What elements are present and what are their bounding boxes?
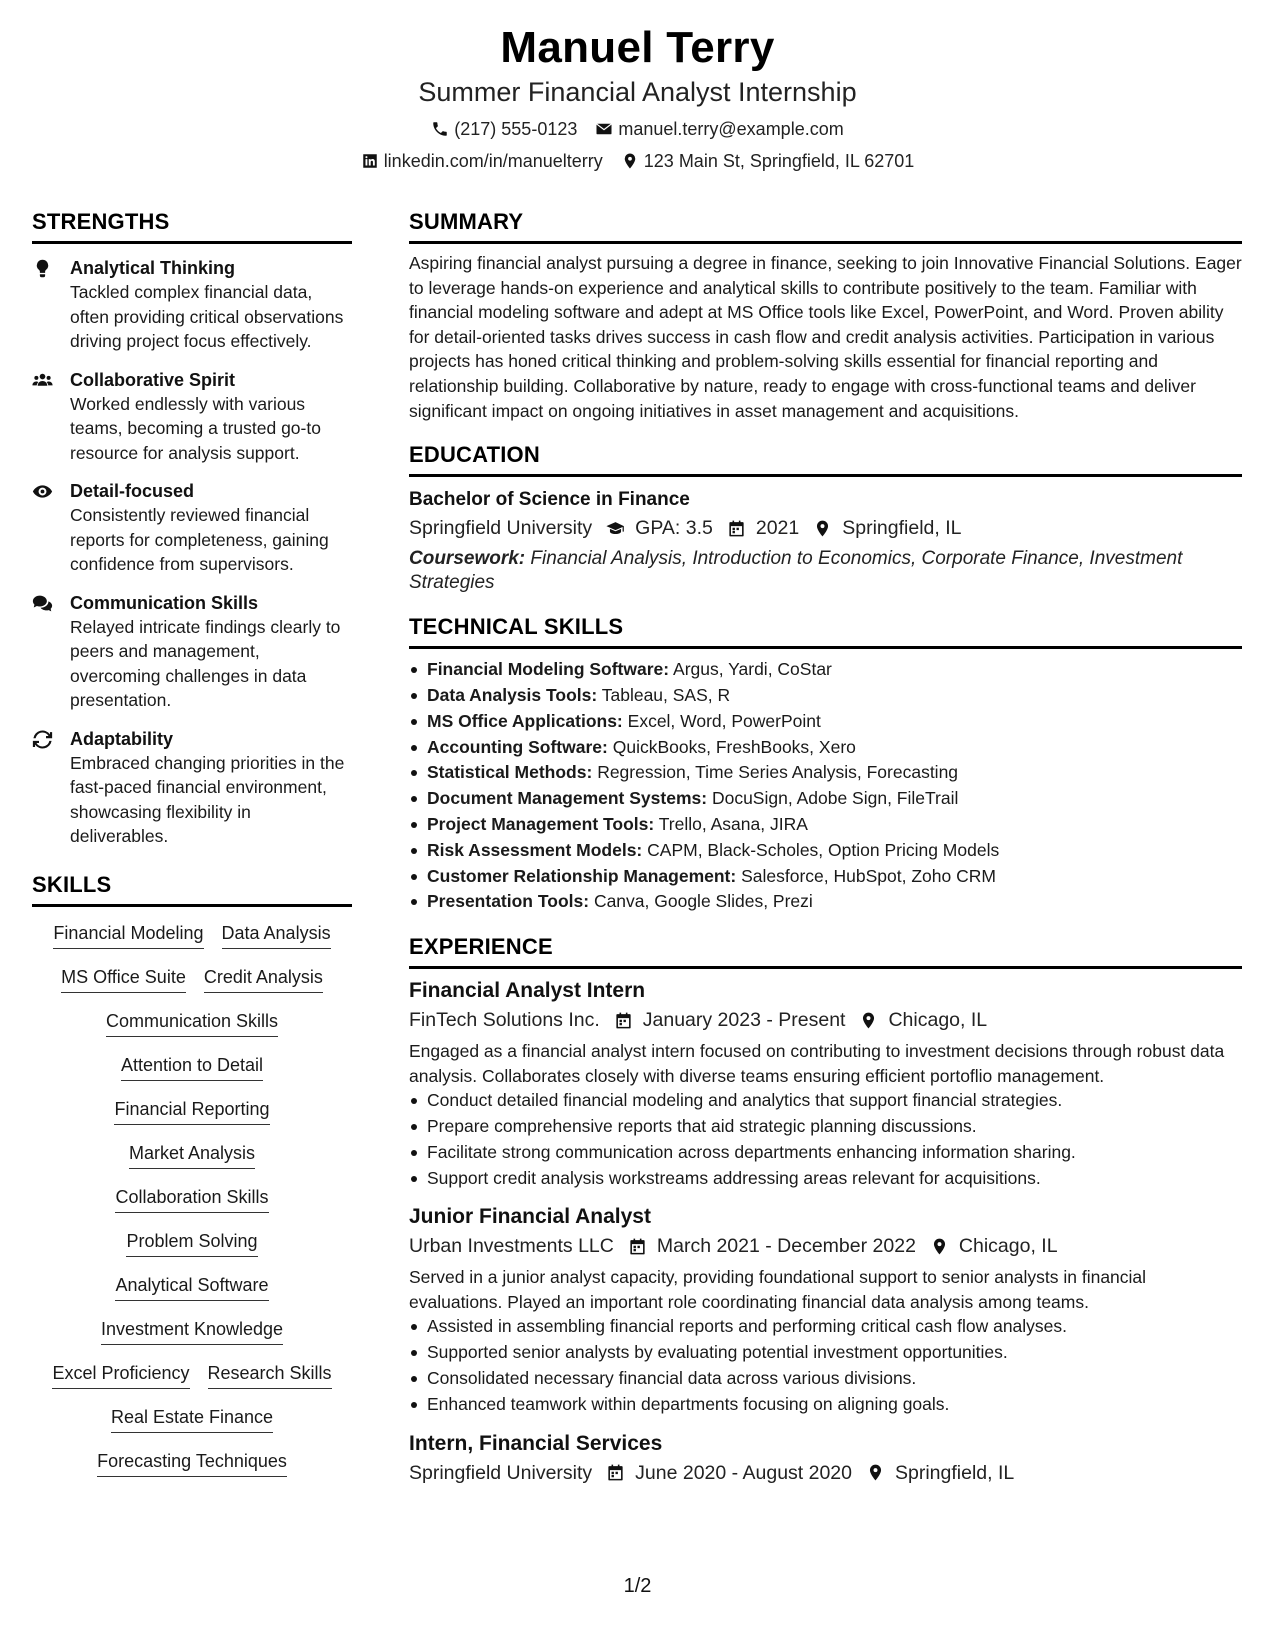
eye-icon — [32, 481, 53, 502]
skill-tag: Financial Modeling — [53, 921, 203, 949]
strength-title: Analytical Thinking — [70, 258, 236, 278]
skill-tag: Excel Proficiency — [52, 1361, 189, 1389]
list-item: Enhanced teamwork within departments focusing on aligning goals. — [409, 1392, 1242, 1418]
skill-values: Regression, Time Series Analysis, Forecasting — [597, 762, 959, 783]
list-item — [409, 838, 1242, 864]
list-item — [409, 889, 1242, 915]
job-entry — [409, 977, 1242, 1191]
job-title: Financial Analyst Intern — [409, 979, 646, 1003]
list-item — [409, 709, 1242, 735]
experience-heading: EXPERIENCE — [409, 934, 553, 960]
address-contact — [621, 149, 915, 173]
skill-values: Excel, Word, PowerPoint — [627, 710, 821, 731]
education-section — [409, 441, 1242, 595]
strengths-heading: STRENGTHS — [32, 209, 170, 234]
contact-row — [0, 117, 1275, 141]
strength-desc: Embraced changing priorities in the fast-paced financial environment, showcasing flexibility in deliverables. — [70, 752, 345, 846]
phone-icon — [431, 120, 449, 138]
job-dates: January 2023 - Present — [642, 1009, 846, 1032]
gpa-text: GPA: 3.5 — [635, 517, 713, 540]
strength-item — [32, 591, 352, 713]
strength-item — [32, 256, 352, 354]
job-title: Junior Financial Analyst — [409, 1205, 651, 1229]
coursework-list: Financial Analysis, Introduction to Economics, Corporate Finance, Investment Strategies — [409, 548, 1183, 594]
technical-skills-list — [409, 657, 1242, 915]
comments-icon — [32, 593, 53, 614]
strength-item — [32, 479, 352, 577]
map-marker-icon — [859, 1011, 878, 1030]
phone-text: (217) 555-0123 — [454, 119, 578, 139]
skill-tag: Attention to Detail — [121, 1053, 263, 1081]
skill-category: Financial Modeling Software: — [427, 659, 670, 680]
linkedin-text[interactable]: linkedin.com/in/manuelterry — [383, 151, 603, 171]
skill-values: Tableau, SAS, R — [601, 684, 731, 705]
calendar-icon — [628, 1237, 647, 1256]
skill-tag: Collaboration Skills — [115, 1185, 268, 1213]
technical-skills-section — [409, 613, 1242, 915]
strength-item — [32, 368, 352, 466]
map-marker-icon — [866, 1463, 885, 1482]
school-location: Springfield, IL — [842, 517, 962, 540]
linkedin-contact[interactable] — [361, 149, 603, 173]
skill-category: Accounting Software: — [427, 736, 608, 757]
section-divider — [32, 241, 352, 244]
section-divider — [409, 241, 1242, 244]
graduation-cap-icon — [606, 519, 625, 538]
strengths-list — [32, 256, 352, 849]
skills-list — [32, 921, 352, 1493]
strength-item — [32, 727, 352, 849]
envelope-icon — [595, 120, 613, 138]
strength-title: Detail-focused — [70, 481, 195, 501]
summary-heading: SUMMARY — [409, 209, 524, 234]
list-item: Support credit analysis workstreams addressing areas relevant for acquisitions. — [409, 1166, 1242, 1192]
skill-category: Statistical Methods: — [427, 762, 593, 783]
skill-tag: Real Estate Finance — [111, 1405, 273, 1433]
phone-contact — [431, 117, 577, 141]
email-text[interactable]: manuel.terry@example.com — [618, 119, 844, 139]
job-description: Served in a junior analyst capacity, providing foundational support to senior analysts in financial evaluations. Played an important role coordinating financial data analysis among teams. — [409, 1267, 1147, 1312]
job-dates: June 2020 - August 2020 — [635, 1461, 852, 1484]
summary-text: Aspiring financial analyst pursuing a degree in finance, seeking to join Innovative Financial Solutions. Eager to leverage hands-on experience and analytical skills to contribute positively to the team. Familiar with financial modeling software and adept at MS Office tools like Excel, PowerPoint, and Word. Proven ability for detail-oriented tasks drives success in cash flow and credit analysis activities. Participation in various projects has honed critical thinking and problem-solving skills essential for financial reporting and relationship building. Collaborative by nature, ready to engage with cross-functional teams and deliver significant impact on ongoing initiatives in asset management and acquisitions. — [409, 253, 1242, 421]
list-item — [409, 735, 1242, 761]
list-item — [409, 657, 1242, 683]
sync-icon — [32, 729, 53, 750]
skill-values: QuickBooks, FreshBooks, Xero — [612, 736, 856, 757]
job-meta — [409, 1458, 1242, 1488]
section-divider — [409, 646, 1242, 649]
contact-row-2 — [0, 149, 1275, 173]
skill-tag: Market Analysis — [129, 1141, 255, 1169]
education-meta — [409, 513, 1242, 543]
skill-category: Presentation Tools: — [427, 891, 590, 912]
calendar-icon — [606, 1463, 625, 1482]
section-divider — [32, 904, 352, 907]
skill-values: Trello, Asana, JIRA — [658, 813, 808, 834]
candidate-name: Manuel Terry — [500, 23, 775, 72]
strength-desc: Tackled complex financial data, often providing critical observations driving project focus effectively. — [70, 282, 344, 351]
education-heading: EDUCATION — [409, 442, 540, 468]
job-location: Chicago, IL — [958, 1235, 1058, 1258]
resume-header — [0, 22, 1275, 173]
skill-tag: Forecasting Techniques — [97, 1449, 287, 1477]
job-meta — [409, 1231, 1242, 1261]
calendar-icon — [727, 519, 746, 538]
graduation-year: 2021 — [755, 517, 800, 540]
skill-tag: Credit Analysis — [204, 965, 323, 993]
technical-skills-heading: TECHNICAL SKILLS — [409, 614, 624, 640]
list-item — [409, 864, 1242, 890]
list-item — [409, 683, 1242, 709]
job-description: Engaged as a financial analyst intern focused on contributing to investment decisions through robust data analysis. Collaborates closely with diverse teams ensuring efficient portoflio management. — [409, 1041, 1225, 1086]
skill-values: Canva, Google Slides, Prezi — [593, 891, 813, 912]
job-title: Intern, Financial Services — [409, 1431, 663, 1455]
skill-tag: Problem Solving — [126, 1229, 257, 1257]
address-text: 123 Main St, Springfield, IL 62701 — [643, 151, 915, 171]
skill-values: Salesforce, HubSpot, Zoho CRM — [741, 865, 996, 886]
degree-title: Bachelor of Science in Finance — [409, 489, 690, 511]
list-item: Supported senior analysts by evaluating potential investment opportunities. — [409, 1340, 1242, 1366]
job-bullets — [409, 1088, 1242, 1191]
skill-category: Data Analysis Tools: — [427, 684, 598, 705]
left-column — [32, 208, 352, 1493]
map-marker-icon — [621, 152, 639, 170]
job-location: Chicago, IL — [888, 1009, 988, 1032]
company-name: FinTech Solutions Inc. — [409, 1009, 600, 1032]
section-divider — [409, 474, 1242, 477]
job-location: Springfield, IL — [895, 1461, 1015, 1484]
skills-heading: SKILLS — [32, 871, 112, 897]
skill-values: DocuSign, Adobe Sign, FileTrail — [711, 788, 959, 809]
job-bullets — [409, 1314, 1242, 1417]
skill-category: Document Management Systems: — [427, 788, 708, 809]
coursework — [409, 547, 1242, 595]
list-item: Assisted in assembling financial reports and performing critical cash flow analyses. — [409, 1314, 1242, 1340]
skill-tag: Financial Reporting — [114, 1097, 269, 1125]
strength-desc: Worked endlessly with various teams, becoming a trusted go-to resource for analysis support. — [70, 393, 321, 463]
list-item — [409, 760, 1242, 786]
job-meta — [409, 1005, 1242, 1035]
strength-title: Communication Skills — [70, 592, 259, 613]
list-item: Consolidated necessary financial data across various divisions. — [409, 1366, 1242, 1392]
job-entry — [409, 1203, 1242, 1417]
skill-category: Customer Relationship Management: — [427, 865, 737, 886]
email-contact[interactable] — [595, 117, 843, 141]
calendar-icon — [614, 1011, 633, 1030]
skill-tag: Analytical Software — [115, 1273, 268, 1301]
map-marker-icon — [813, 519, 832, 538]
strength-desc: Relayed intricate findings clearly to peers and management, overcoming challenges in data presentation. — [70, 616, 341, 710]
skill-tag: Communication Skills — [106, 1009, 278, 1037]
lightbulb-icon — [32, 258, 53, 279]
list-item — [409, 812, 1242, 838]
skill-tag: Investment Knowledge — [101, 1317, 283, 1345]
strength-title: Collaborative Spirit — [70, 369, 236, 390]
experience-section — [409, 933, 1242, 1487]
strength-desc: Consistently reviewed financial reports for completeness, gaining confidence from supervisors. — [70, 505, 329, 574]
list-item — [409, 786, 1242, 812]
skill-tag: Data Analysis — [222, 921, 331, 949]
job-entry — [409, 1430, 1242, 1488]
section-divider — [409, 966, 1242, 969]
skill-values: CAPM, Black-Scholes, Option Pricing Models — [647, 839, 1000, 860]
job-dates: March 2021 - December 2022 — [656, 1235, 916, 1258]
skill-category: Project Management Tools: — [427, 813, 655, 834]
page-number: 1/2 — [623, 1575, 652, 1597]
users-icon — [32, 370, 53, 391]
strength-title: Adaptability — [70, 728, 174, 749]
skill-tag: Research Skills — [208, 1361, 332, 1389]
skill-tag: MS Office Suite — [61, 965, 186, 993]
linkedin-icon — [361, 152, 379, 170]
company-name: Springfield University — [409, 1461, 593, 1484]
school-name: Springfield University — [409, 517, 593, 540]
right-column — [409, 208, 1242, 1488]
skill-category: Risk Assessment Models: — [427, 839, 643, 860]
list-item: Prepare comprehensive reports that aid strategic planning discussions. — [409, 1114, 1242, 1140]
skill-values: Argus, Yardi, CoStar — [673, 659, 832, 680]
list-item: Facilitate strong communication across departments enhancing information sharing. — [409, 1140, 1242, 1166]
coursework-label: Coursework: — [409, 548, 526, 570]
skill-category: MS Office Applications: — [427, 710, 623, 731]
job-target-title: Summer Financial Analyst Internship — [418, 77, 857, 107]
list-item: Conduct detailed financial modeling and analytics that support financial strategies. — [409, 1088, 1242, 1114]
map-marker-icon — [930, 1237, 949, 1256]
company-name: Urban Investments LLC — [409, 1235, 614, 1258]
